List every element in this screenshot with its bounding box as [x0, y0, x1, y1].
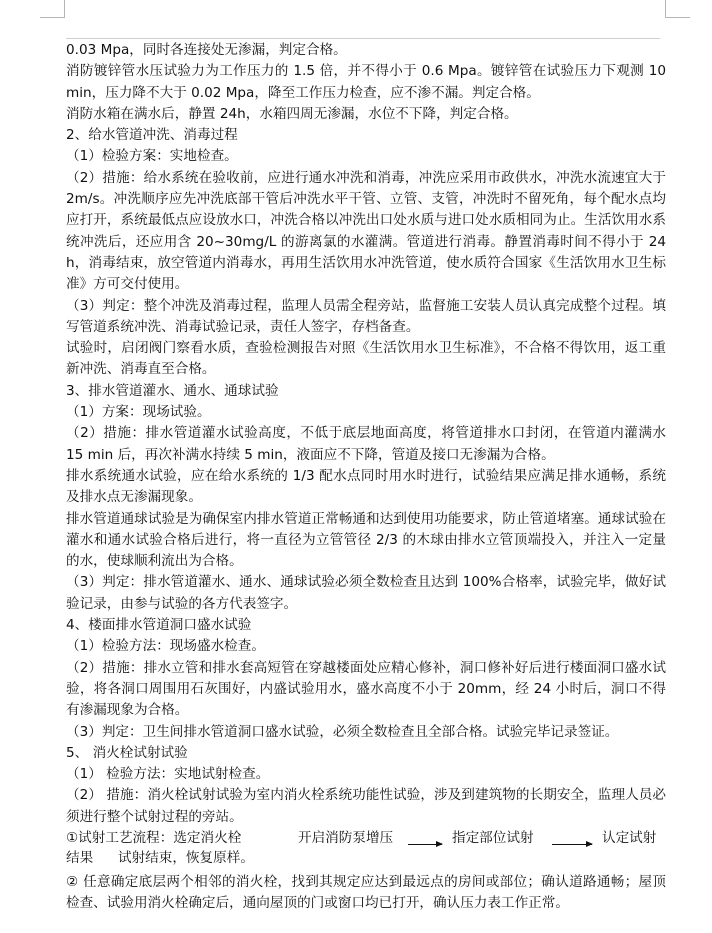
- document-body: [66, 40, 666, 915]
- paragraph: （1）检验方法：现场盛水检查。: [66, 638, 265, 655]
- crop-mark-left-horizontal: [40, 17, 65, 18]
- paragraph: 排水系统通水试验，应在给水系统的 1/3 配水点同时用水时进行，试验结果应满足排水通畅，系统及排水点无渗漏现象。: [66, 467, 666, 506]
- paragraph: （3）判定：排水管道灌水、通水、通球试验必须全数检查且达到 100%合格率，试验完毕，做好试验记录，由参与试验的各方代表签字。: [66, 574, 666, 612]
- paragraph: 消防镀锌管水压试验力为工作压力的 1.5 倍，并不得小于 0.6 Mpa。镀锌管在试验压力下观测 10 min，压力降不大于 0.02 Mpa，降至工作压力检查，应不渗不漏。判定合格。: [66, 63, 666, 101]
- paragraph: （2） 措施：消火栓试射试验为室内消火栓系统功能性试验，涉及到建筑物的长期安全，监理人员必须进行整个试射过程的旁站。: [66, 787, 666, 825]
- flow-step-confirm-spray: 认定试射: [602, 829, 657, 846]
- section-heading: 5、 消火栓试射试验: [66, 744, 188, 761]
- paragraph: （2）措施：排水管道灌水试验高度，不低于底层地面高度，将管道排水口封闭，在管道内灌满水 15 min 后，再次补满水持续 5 min，液面应不下降，管道及接口无渗漏为合格。: [66, 425, 666, 463]
- flow-arrow-icon: [408, 844, 442, 845]
- paragraph: （2）措施：给水系统在验收前，应进行通水冲洗和消毒，冲洗应采用市政供水，冲洗水流速宜大于 2m/s。冲洗顺序应先冲洗底部干管后冲洗水平干管、立管、支管，冲洗时不留死角，每个配水点均应打开，系统最低点应设放水口，冲洗合格以冲洗出口处水质与进口处水质相同为止。生活饮用水系统冲洗后，还应用含 20~30mg/L 的游离氯的水灌满。管道进行消毒。静置消毒时间不得小于 24 h，消毒结束，放空管道内消毒水，再用生活饮用水冲洗管道，使水质符合国家《生活饮用水卫生标准》方可交付使用。: [66, 169, 666, 293]
- paragraph: 试验时，启闭阀门察看水质，查验检测报告对照《生活饮用水卫生标准》，不合格不得饮用，返工重新冲洗、消毒直至合格。: [66, 340, 666, 378]
- crop-mark-left-vertical: [64, 0, 65, 18]
- crop-mark-right-horizontal: [665, 17, 690, 18]
- section-heading: 3、排水管道灌水、通水、通球试验: [66, 382, 279, 399]
- flow-arrow-icon: [552, 844, 592, 845]
- paragraph: （1）方案：现场试验。: [66, 404, 211, 421]
- paragraph: 排水管道通球试验是为确保室内排水管道正常畅通和达到使用功能要求，防止管道堵塞。通球试验在灌水和通水试验合格后进行，将一直径为立管管径 2/3 的木球由排水立管顶端投入，并注入一定量的水，使球顺利流出为合格。: [66, 510, 666, 570]
- section-heading: 4、楼面排水管道洞口盛水试验: [66, 617, 252, 634]
- test-process-flow: [66, 828, 666, 872]
- header-rule: [66, 38, 660, 39]
- flow-step-designated-spray: 指定部位试射: [452, 829, 534, 846]
- paragraph: 0.03 Mpa，同时各连接处无渗漏，判定合格。: [66, 42, 347, 58]
- flow-step-result: 结果: [66, 849, 94, 866]
- crop-mark-right-vertical: [665, 0, 666, 18]
- paragraph: （3）判定：整个冲洗及消毒过程，监理人员需全程旁站，监督施工安装人员认真完成整个过程。填写管道系统冲洗、消毒试验记录，责任人签字，存档备查。: [66, 297, 666, 335]
- flow-step-select-hydrant: ①试射工艺流程：选定消火栓: [66, 829, 242, 846]
- paragraph: （3）判定：卫生间排水管道洞口盛水试验，必须全数检查且全部合格。试验完毕记录签证。: [66, 723, 619, 740]
- paragraph: （1）检验方案：实地检查。: [66, 148, 238, 165]
- paragraph: 消防水箱在满水后，静置 24h，水箱四周无渗漏，水位不下降，判定合格。: [66, 105, 518, 122]
- paragraph: （1） 检验方法：实地试射检查。: [66, 766, 270, 783]
- flow-step-pump-boost: 开启消防泵增压: [298, 829, 394, 846]
- paragraph: （2）措施：排水立管和排水套高短管在穿越楼面处应精心修补，洞口修补好后进行楼面洞口盛水试验，将各洞口周围用石灰围好，内盛试验用水，盛水高度不小于 20mm，经 24 小时后，洞口不得有渗漏现象为合格。: [66, 659, 666, 719]
- paragraph: ② 任意确定底层两个相邻的消火栓，找到其规定应达到最远点的房间或部位；确认道路通畅；屋顶检查、试验用消火栓确定后，通向屋顶的门或窗口均已打开，确认压力表工作正常。: [66, 873, 666, 912]
- section-heading: 2、给水管道冲洗、消毒过程: [66, 127, 238, 144]
- flow-step-restore: 试射结束，恢复原样。: [118, 849, 254, 866]
